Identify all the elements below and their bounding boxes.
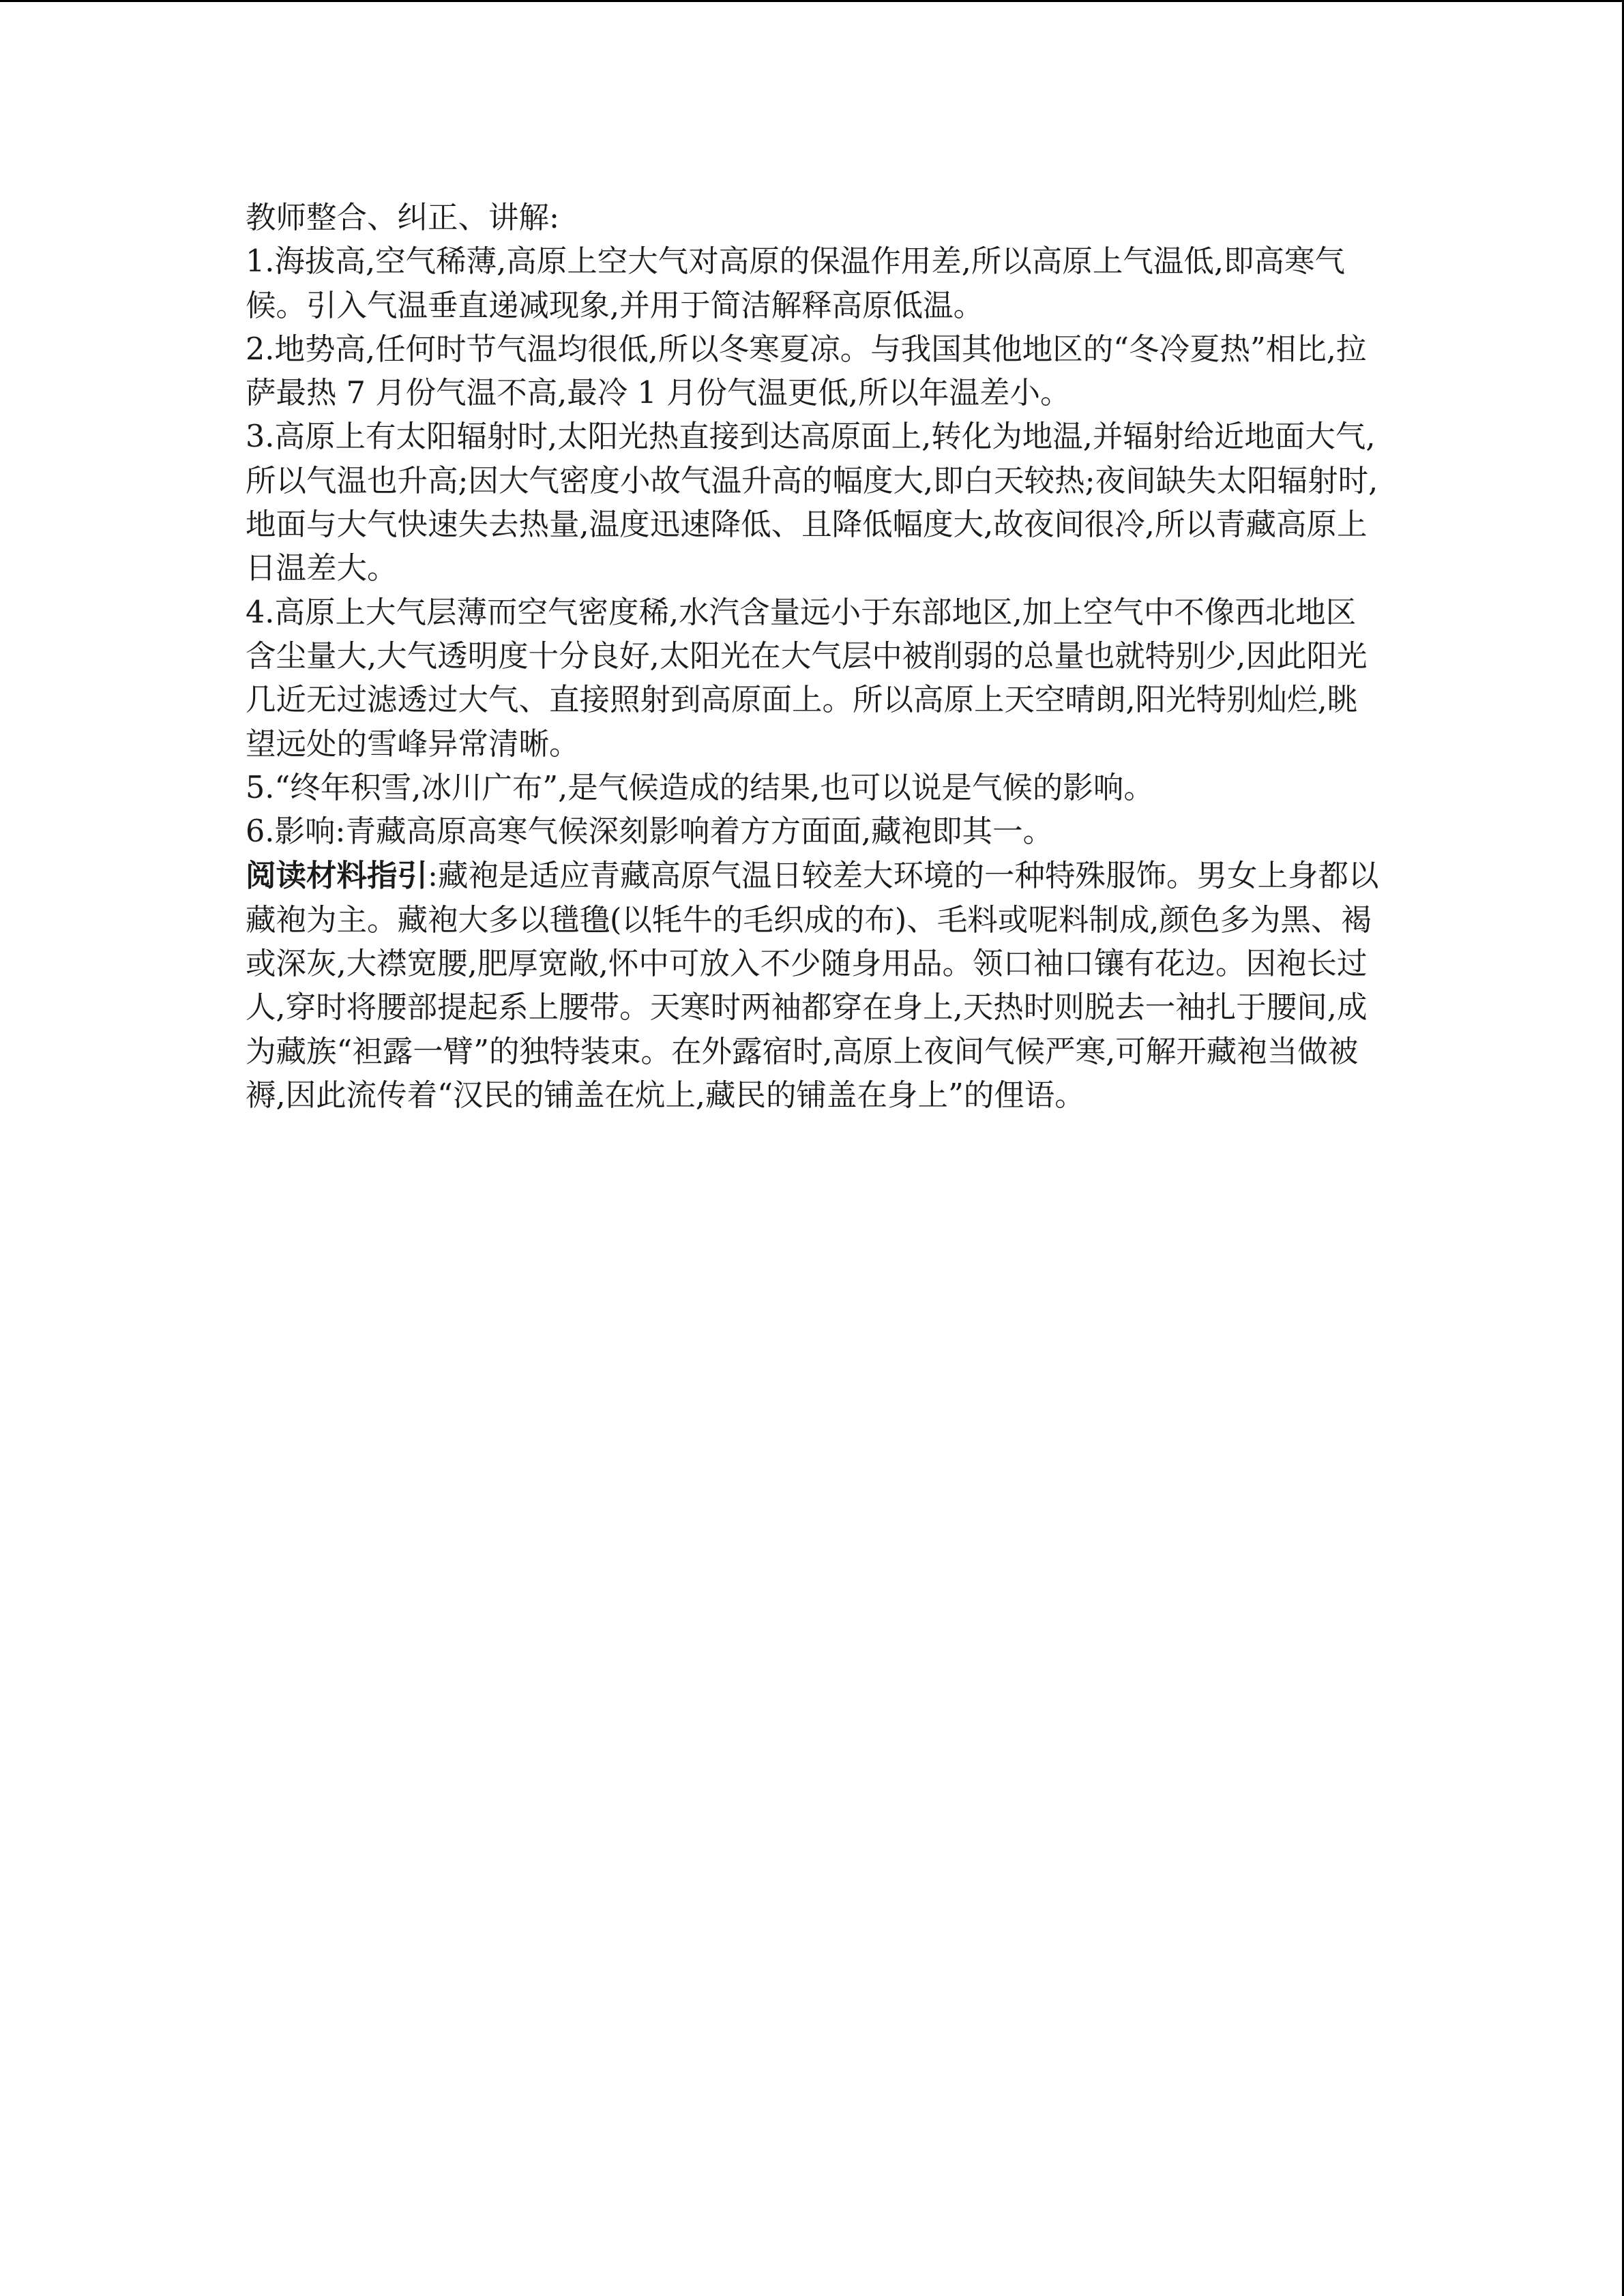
section-heading: 教师整合、纠正、讲解: (246, 200, 559, 235)
list-item-4: 4.高原上大气层薄而空气密度稀,水汽含量远小于东部地区,加上空气中不像西北地区含尘量大,大气透明度十分良好,太阳光在大气层中被削弱的总量也就特别少,因此阳光几近无过滤透过大气、直接照射到高原面上。所以高原上天空晴朗,阳光特别灿烂,眺望远处的雪峰异常清晰。 (246, 595, 1368, 762)
reading-material-paragraph (246, 854, 1381, 1118)
document-body (246, 196, 1381, 1118)
list-item-2: 2.地势高,任何时节气温均很低,所以冬寒夏凉。与我国其他地区的“冬冷夏热”相比,拉萨最热 7 月份气温不高,最冷 1 月份气温更低,所以年温差小。 (246, 331, 1367, 411)
list-item-5: 5.“终年积雪,冰川广布”,是气候造成的结果,也可以说是气候的影响。 (246, 770, 1154, 805)
list-item-3: 3.高原上有太阳辐射时,太阳光热直接到达高原面上,转化为地温,并辐射给近地面大气,所以气温也升高;因大气密度小故气温升高的幅度大,即白天较热;夜间缺失太阳辐射时,地面与大气快速失去热量,温度迅速降低、且降低幅度大,故夜间很冷,所以青藏高原上日温差大。 (246, 419, 1378, 586)
list-item-1: 1.海拔高,空气稀薄,高原上空大气对高原的保温作用差,所以高原上气温低,即高寒气候。引入气温垂直递减现象,并用于简洁解释高原低温。 (246, 244, 1346, 323)
reading-material-label: 阅读材料指引 (246, 858, 428, 894)
reading-material-text: :藏袍是适应青藏高原气温日较差大环境的一种特殊服饰。男女上身都以藏袍为主。藏袍大多以氆氇(以牦牛的毛织成的布)、毛料或呢料制成,颜色多为黑、褐或深灰,大襟宽腰,肥厚宽敞,怀中可放入不少随身用品。领口袖口镶有花边。因袍长过人,穿时将腰部提起系上腰带。天寒时两袖都穿在身上,天热时则脱去一袖扎于腰间,成为藏族“袒露一臂”的独特装束。在外露宿时,高原上夜间气候严寒,可解开藏袍当做被褥,因此流传着“汉民的铺盖在炕上,藏民的铺盖在身上”的俚语。 (246, 859, 1379, 1113)
list-item-6: 6.影响:青藏高原高寒气候深刻影响着方方面面,藏袍即其一。 (246, 814, 1054, 850)
